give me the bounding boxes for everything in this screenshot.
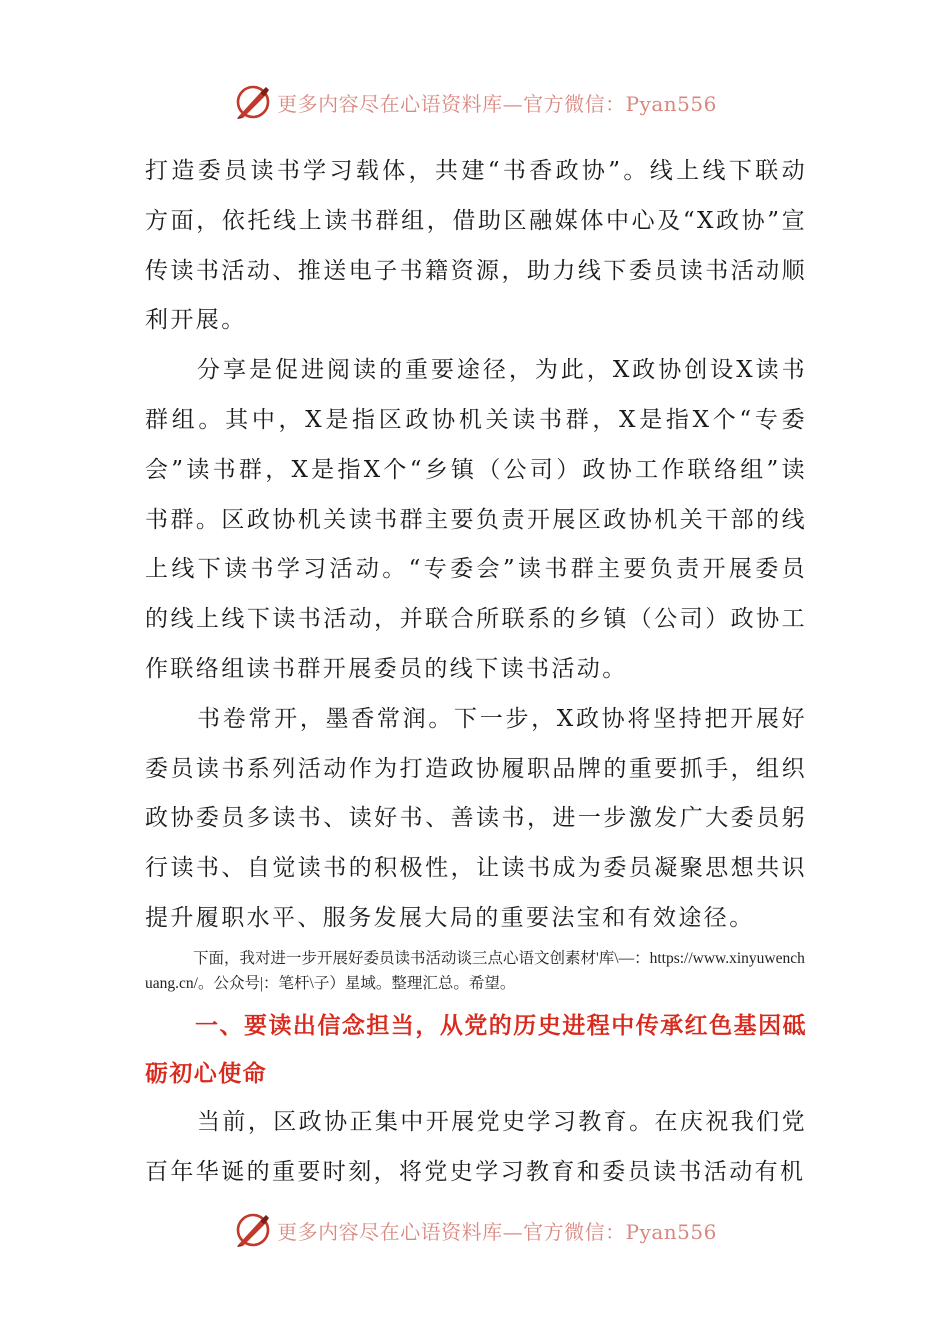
watermark-text: 更多内容尽在心语资料库—官方微信：Pyan556 <box>277 91 717 116</box>
paragraph-1: 打造委员读书学习载体，共建“书香政协”。线上线下联动方面，依托线上读书群组，借助区融媒体中心及“X政协”宣传读书活动、推送电子书籍资源，助力线下委员读书活动顺利开展。 <box>145 158 807 334</box>
paragraph-4: 当前，区政协正集中开展党史学习教育。在庆祝我们党百年华诞的重要时刻，将党史学习教育和委员读书活动有机 <box>145 1108 807 1185</box>
section-heading-1: 一、要读出信念担当，从党的历史进程中传承红色基因砥砺初心使命 <box>145 1012 807 1087</box>
footer-watermark-banner <box>0 1208 950 1252</box>
pen-nib-logo-icon <box>233 82 273 122</box>
pen-nib-logo-icon <box>233 1210 273 1250</box>
watermark-text: 更多内容尽在心语资料库—官方微信：Pyan556 <box>277 1219 717 1244</box>
paragraph-3: 书卷常开，墨香常润。下一步，X政协将坚持把开展好委员读书系列活动作为打造政协履职品牌的重要抓手，组织政协委员多读书、读好书、善读书，进一步激发广大委员躬行读书、自觉读书的积极性，让读书成为委员凝聚思想共识提升履职水平、服务发展大局的重要法宝和有效途径。 <box>145 705 807 931</box>
source-note: 下面，我对进一步开展好委员读书活动谈三点心语文创素材'库\—：https://www.xinyuwenchuang.cn/。公众号|：笔杆\子）星域。整理汇总。希望。 <box>145 949 805 992</box>
header-watermark-banner <box>0 80 950 124</box>
paragraph-2: 分享是促进阅读的重要途径，为此，X政协创设X读书群组。其中，X是指区政协机关读书群，X是指X个“专委会”读书群，X是指X个“乡镇（公司）政协工作联络组”读书群。区政协机关读书群主要负责开展区政协机关干部的线上线下读书学习活动。“专委会”读书群主要负责开展委员的线上线下读书活动，并联合所联系的乡镇（公司）政协工作联络组读书群开展委员的线下读书活动。 <box>145 357 807 682</box>
document-body <box>145 147 807 1197</box>
